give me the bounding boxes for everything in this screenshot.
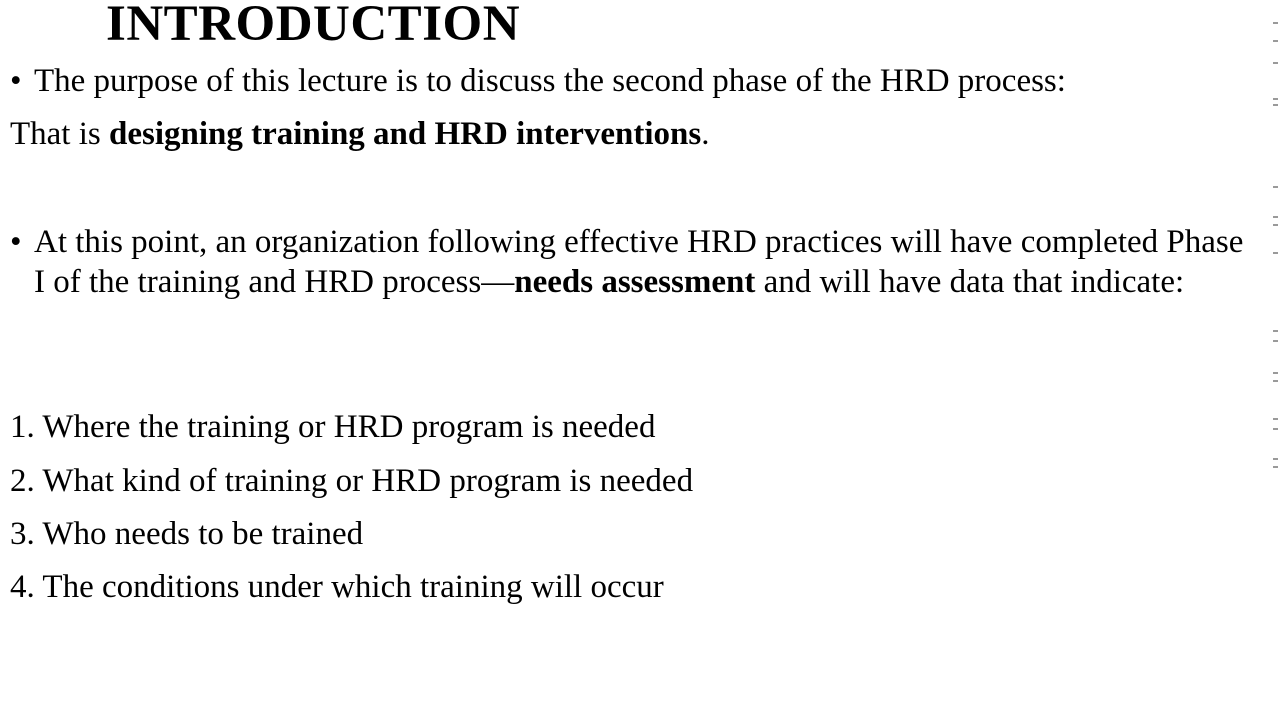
continuation-suffix: .	[701, 116, 710, 152]
slide-title: INTRODUCTION	[106, 0, 521, 52]
edge-mark	[1273, 186, 1278, 188]
edge-mark	[1273, 22, 1278, 24]
list-item	[10, 514, 363, 554]
bullet-1-text: The purpose of this lecture is to discuss the second phase of the HRD process:	[34, 63, 1066, 99]
continuation-bold-text: designing training and HRD interventions	[108, 116, 702, 152]
list-number: 2.	[10, 463, 35, 499]
bullet-icon: •	[10, 63, 22, 99]
list-item	[10, 567, 664, 607]
list-text: What kind of training or HRD program is needed	[42, 463, 694, 499]
list-item	[10, 407, 655, 447]
edge-mark	[1273, 330, 1278, 332]
edge-mark	[1273, 380, 1278, 382]
list-number: 4.	[10, 569, 35, 605]
edge-mark	[1273, 372, 1278, 374]
list-text: The conditions under which training will occur	[42, 569, 664, 605]
edge-mark	[1273, 216, 1278, 218]
bullet-icon: •	[10, 224, 22, 260]
bullet-2-text-before: At this point, an organization following effective HRD practices will have completed Phase I of the training and HRD process—	[34, 224, 1244, 300]
edge-mark	[1273, 104, 1278, 106]
edge-mark	[1273, 40, 1278, 42]
edge-mark	[1273, 418, 1278, 420]
list-number: 1.	[10, 409, 35, 445]
bullet-2-bold-text: needs assessment	[514, 264, 756, 300]
edge-mark	[1273, 252, 1278, 254]
edge-mark	[1273, 466, 1278, 468]
continuation-prefix: That is	[10, 116, 109, 152]
list-item	[10, 461, 693, 501]
bullet-2-text	[34, 222, 1249, 302]
list-text: Who needs to be trained	[42, 516, 364, 552]
edge-artifact-marks	[1272, 0, 1280, 720]
edge-mark	[1273, 340, 1278, 342]
bullet-2-text-after: and will have data that indicate:	[755, 264, 1185, 300]
edge-mark	[1273, 458, 1278, 460]
edge-mark	[1273, 98, 1278, 100]
list-number: 3.	[10, 516, 35, 552]
bullet-1-continuation	[10, 114, 710, 154]
edge-mark	[1273, 224, 1278, 226]
list-text: Where the training or HRD program is needed	[42, 409, 656, 445]
edge-mark	[1273, 62, 1278, 64]
edge-mark	[1273, 428, 1278, 430]
